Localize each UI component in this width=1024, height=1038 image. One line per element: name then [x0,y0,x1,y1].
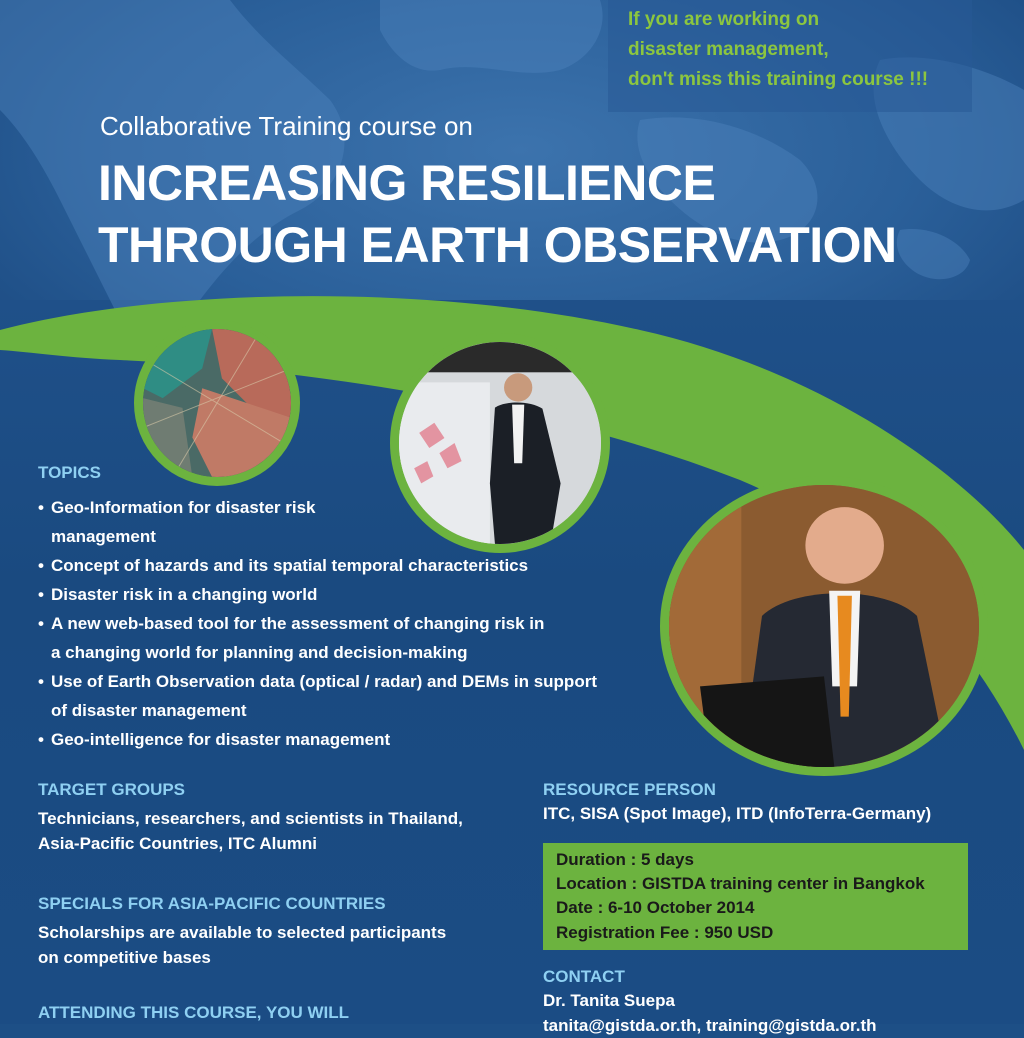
target-groups-line: Technicians, researchers, and scientists in Thailand, [38,807,463,832]
date-label: Date : [556,898,608,917]
fee-row [556,921,968,945]
speaker-photo-2 [660,476,988,776]
satellite-image [134,320,300,486]
topic-text-cont: a changing world for planning and decision-making [51,638,597,667]
topic-text: Use of Earth Observation data (optical / radar) and DEMs in support [51,672,597,691]
date-value: 6-10 October 2014 [608,898,754,917]
topic-item [38,725,597,754]
topics-heading: TOPICS [38,463,101,483]
location-value: GISTDA training center in Bangkok [642,874,925,893]
specials-text [38,921,446,970]
course-title-line2: THROUGH EARTH OBSERVATION [98,214,897,276]
target-groups-line: Asia-Pacific Countries, ITC Alumni [38,832,463,857]
course-subtitle: Collaborative Training course on [100,110,473,142]
target-groups-text [38,807,463,856]
callout-line: disaster management, [628,35,988,65]
duration-row [556,848,968,872]
fee-label: Registration Fee : [556,923,704,942]
resource-person-line: ITC, SISA (Spot Image), ITD (InfoTerra-Germany) [543,802,931,827]
topic-item [38,667,597,725]
topic-item [38,493,597,551]
resource-person-text [543,802,931,827]
course-title-line1: INCREASING RESILIENCE [98,152,897,214]
location-label: Location : [556,874,642,893]
topic-text-cont: management [51,522,597,551]
topic-text: Disaster risk in a changing world [51,585,317,604]
callout-text [628,5,988,95]
topic-item [38,580,597,609]
fee-value: 950 USD [704,923,773,942]
topic-text: Geo-intelligence for disaster management [51,730,390,749]
topic-item [38,551,597,580]
topic-text: A new web-based tool for the assessment of changing risk in [51,614,544,633]
topics-list [38,493,597,754]
date-row [556,896,968,920]
topic-item [38,609,597,667]
duration-label: Duration : [556,850,641,869]
location-row [556,872,968,896]
callout-line: don't miss this training course !!! [628,65,988,95]
callout-line: If you are working on [628,5,988,35]
target-groups-heading: TARGET GROUPS [38,780,185,800]
duration-value: 5 days [641,850,694,869]
resource-person-heading: RESOURCE PERSON [543,780,716,800]
topic-text: Geo-Information for disaster risk [51,498,316,517]
specials-line: on competitive bases [38,946,446,971]
contact-text [543,989,877,1038]
course-info-box [543,843,968,950]
topic-text-cont: of disaster management [51,696,597,725]
contact-heading: CONTACT [543,967,625,987]
specials-line: Scholarships are available to selected participants [38,921,446,946]
specials-heading: SPECIALS FOR ASIA-PACIFIC COUNTRIES [38,894,386,914]
contact-name: Dr. Tanita Suepa [543,989,877,1014]
topic-text: Concept of hazards and its spatial temporal characteristics [51,556,528,575]
contact-emails[interactable]: tanita@gistda.or.th, training@gistda.or.th [543,1014,877,1038]
attending-heading: ATTENDING THIS COURSE, YOU WILL [38,1003,349,1023]
course-title [98,152,897,276]
